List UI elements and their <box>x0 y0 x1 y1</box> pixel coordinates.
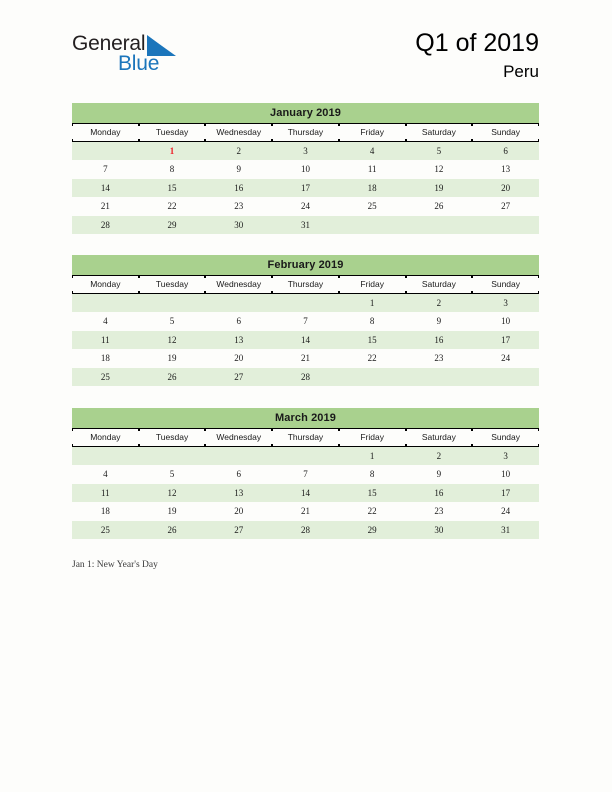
calendar-week-row <box>72 368 539 386</box>
weekday-header-monday: Monday <box>72 276 139 294</box>
day-cell-empty <box>205 447 272 466</box>
day-cell-empty <box>339 368 406 386</box>
day-cell[interactable]: 27 <box>205 368 272 386</box>
month-block-february <box>72 255 539 386</box>
calendar-week-row <box>72 312 539 330</box>
column-tick <box>472 291 473 294</box>
day-cell-empty <box>139 294 206 313</box>
day-cell[interactable]: 11 <box>72 484 139 502</box>
day-cell[interactable]: 15 <box>339 484 406 502</box>
column-tick <box>406 275 407 278</box>
day-cell[interactable]: 25 <box>72 368 139 386</box>
day-cell[interactable]: 9 <box>406 465 473 483</box>
day-cell[interactable]: 18 <box>72 502 139 520</box>
column-tick <box>139 428 140 431</box>
day-cell[interactable]: 13 <box>205 484 272 502</box>
day-cell[interactable]: 6 <box>472 142 539 161</box>
day-cell[interactable]: 3 <box>272 142 339 161</box>
calendar-table-march <box>72 408 539 539</box>
weekday-header-wednesday: Wednesday <box>205 276 272 294</box>
weekday-header-thursday: Thursday <box>272 124 339 142</box>
calendar-week-row <box>72 142 539 161</box>
day-cell[interactable]: 1 <box>139 142 206 161</box>
day-cell[interactable]: 30 <box>406 521 473 539</box>
month-block-march <box>72 408 539 539</box>
day-cell[interactable]: 4 <box>72 465 139 483</box>
column-tick <box>339 428 340 431</box>
day-cell[interactable]: 13 <box>205 331 272 349</box>
calendar-week-row <box>72 331 539 349</box>
column-tick <box>272 123 273 126</box>
calendar-week-row <box>72 447 539 466</box>
day-cell[interactable]: 12 <box>139 331 206 349</box>
day-cell[interactable]: 20 <box>205 502 272 520</box>
holiday-notes-list <box>72 558 539 572</box>
day-cell[interactable]: 16 <box>406 484 473 502</box>
weekday-header-monday: Monday <box>72 124 139 142</box>
day-cell-empty <box>339 216 406 234</box>
column-tick <box>538 428 539 431</box>
calendar-week-row <box>72 179 539 197</box>
column-tick <box>139 139 140 142</box>
column-tick <box>472 139 473 142</box>
day-cell-empty <box>72 447 139 466</box>
weekday-header-friday: Friday <box>339 429 406 447</box>
day-cell[interactable]: 17 <box>472 484 539 502</box>
day-cell[interactable]: 7 <box>72 160 139 178</box>
column-tick <box>406 123 407 126</box>
day-cell[interactable]: 5 <box>139 312 206 330</box>
column-tick <box>205 291 206 294</box>
day-cell[interactable]: 20 <box>472 179 539 197</box>
day-cell[interactable]: 18 <box>72 349 139 367</box>
calendar-week-row <box>72 216 539 234</box>
column-tick <box>272 139 273 142</box>
day-cell[interactable]: 7 <box>272 312 339 330</box>
day-cell[interactable]: 11 <box>72 331 139 349</box>
day-cell[interactable]: 22 <box>139 197 206 215</box>
column-tick <box>272 428 273 431</box>
calendar-table-january <box>72 103 539 234</box>
page-title: Q1 of 2019 <box>415 29 539 57</box>
column-tick <box>406 444 407 447</box>
weekday-header-friday: Friday <box>339 124 406 142</box>
column-tick <box>205 428 206 431</box>
column-tick <box>72 444 73 447</box>
day-cell-empty <box>72 294 139 313</box>
day-cell-empty <box>272 294 339 313</box>
day-cell[interactable]: 1 <box>339 294 406 313</box>
weekday-header-row <box>72 429 539 447</box>
column-tick <box>139 275 140 278</box>
day-cell[interactable]: 24 <box>472 349 539 367</box>
logo-text-general: General <box>72 32 146 55</box>
day-cell[interactable]: 14 <box>272 484 339 502</box>
day-cell[interactable]: 21 <box>272 502 339 520</box>
column-tick <box>205 275 206 278</box>
day-cell[interactable]: 5 <box>406 142 473 161</box>
day-cell[interactable]: 22 <box>339 349 406 367</box>
calendar-week-row <box>72 502 539 520</box>
weekday-header-tuesday: Tuesday <box>139 276 206 294</box>
column-tick <box>205 139 206 142</box>
month-title-january: January 2019 <box>72 103 539 124</box>
day-cell[interactable]: 16 <box>406 331 473 349</box>
calendar-week-row <box>72 465 539 483</box>
weekday-header-tuesday: Tuesday <box>139 124 206 142</box>
day-cell[interactable]: 2 <box>205 142 272 161</box>
day-cell[interactable]: 19 <box>139 502 206 520</box>
calendar-week-row <box>72 160 539 178</box>
page-subtitle: Peru <box>503 62 539 81</box>
calendar-week-row <box>72 349 539 367</box>
day-cell[interactable]: 25 <box>339 197 406 215</box>
weekday-header-sunday: Sunday <box>472 276 539 294</box>
day-cell[interactable]: 12 <box>139 484 206 502</box>
column-tick <box>472 444 473 447</box>
day-cell[interactable]: 17 <box>272 179 339 197</box>
column-tick <box>272 291 273 294</box>
day-cell[interactable]: 16 <box>205 179 272 197</box>
day-cell[interactable]: 24 <box>272 197 339 215</box>
day-cell[interactable]: 31 <box>272 216 339 234</box>
column-tick <box>272 275 273 278</box>
day-cell[interactable]: 8 <box>139 160 206 178</box>
column-tick <box>72 123 73 126</box>
title-block <box>415 28 539 84</box>
month-title-row <box>72 103 539 124</box>
day-cell[interactable]: 29 <box>339 521 406 539</box>
column-tick <box>339 275 340 278</box>
weekday-header-wednesday: Wednesday <box>205 429 272 447</box>
weekday-header-monday: Monday <box>72 429 139 447</box>
day-cell[interactable]: 6 <box>205 465 272 483</box>
calendar-week-row <box>72 484 539 502</box>
day-cell[interactable]: 12 <box>406 160 473 178</box>
calendar-table-february <box>72 255 539 386</box>
day-cell-empty <box>272 447 339 466</box>
weekday-header-thursday: Thursday <box>272 276 339 294</box>
day-cell[interactable]: 13 <box>472 160 539 178</box>
day-cell[interactable]: 14 <box>272 331 339 349</box>
weekday-header-tuesday: Tuesday <box>139 429 206 447</box>
day-cell[interactable]: 26 <box>406 197 473 215</box>
day-cell[interactable]: 3 <box>472 294 539 313</box>
column-tick <box>339 444 340 447</box>
day-cell[interactable]: 4 <box>72 312 139 330</box>
column-tick <box>406 428 407 431</box>
day-cell[interactable]: 7 <box>272 465 339 483</box>
day-cell[interactable]: 10 <box>272 160 339 178</box>
day-cell[interactable]: 22 <box>339 502 406 520</box>
day-cell[interactable]: 28 <box>272 521 339 539</box>
column-tick <box>339 291 340 294</box>
day-cell[interactable]: 30 <box>205 216 272 234</box>
column-tick <box>538 123 539 126</box>
day-cell[interactable]: 19 <box>139 349 206 367</box>
weekday-header-saturday: Saturday <box>406 124 473 142</box>
day-cell[interactable]: 10 <box>472 312 539 330</box>
day-cell[interactable]: 15 <box>339 331 406 349</box>
day-cell[interactable]: 17 <box>472 331 539 349</box>
page-header <box>0 0 612 96</box>
weekday-header-friday: Friday <box>339 276 406 294</box>
day-cell-empty <box>472 216 539 234</box>
weekday-header-wednesday: Wednesday <box>205 124 272 142</box>
calendar-week-row <box>72 521 539 539</box>
month-title-row <box>72 255 539 276</box>
calendar-week-row <box>72 197 539 215</box>
column-tick <box>406 291 407 294</box>
day-cell[interactable]: 2 <box>406 447 473 466</box>
column-tick <box>472 428 473 431</box>
column-tick <box>339 139 340 142</box>
day-cell-empty <box>406 216 473 234</box>
weekday-header-saturday: Saturday <box>406 429 473 447</box>
day-cell[interactable]: 8 <box>339 465 406 483</box>
day-cell[interactable]: 23 <box>406 349 473 367</box>
column-tick <box>406 139 407 142</box>
day-cell[interactable]: 10 <box>472 465 539 483</box>
column-tick <box>72 275 73 278</box>
day-cell[interactable]: 9 <box>205 160 272 178</box>
month-title-february: February 2019 <box>72 255 539 276</box>
column-tick <box>72 291 73 294</box>
day-cell[interactable]: 15 <box>139 179 206 197</box>
column-tick <box>205 123 206 126</box>
brand-logo[interactable] <box>72 32 272 82</box>
day-cell-empty <box>139 447 206 466</box>
day-cell[interactable]: 9 <box>406 312 473 330</box>
day-cell-empty <box>472 368 539 386</box>
column-tick <box>472 275 473 278</box>
day-cell[interactable]: 26 <box>139 368 206 386</box>
day-cell[interactable]: 1 <box>339 447 406 466</box>
column-tick <box>72 428 73 431</box>
weekday-header-saturday: Saturday <box>406 276 473 294</box>
day-cell[interactable]: 26 <box>139 521 206 539</box>
weekday-header-sunday: Sunday <box>472 429 539 447</box>
column-tick <box>139 291 140 294</box>
month-block-january <box>72 103 539 234</box>
day-cell-empty <box>406 368 473 386</box>
month-title-row <box>72 408 539 429</box>
column-tick <box>472 123 473 126</box>
day-cell[interactable]: 11 <box>339 160 406 178</box>
day-cell[interactable]: 27 <box>205 521 272 539</box>
day-cell[interactable]: 29 <box>139 216 206 234</box>
day-cell[interactable]: 23 <box>406 502 473 520</box>
calendar-week-row <box>72 294 539 313</box>
column-tick <box>139 123 140 126</box>
day-cell[interactable]: 19 <box>406 179 473 197</box>
column-tick <box>538 275 539 278</box>
weekday-header-sunday: Sunday <box>472 124 539 142</box>
day-cell-empty <box>205 294 272 313</box>
day-cell[interactable]: 3 <box>472 447 539 466</box>
column-tick <box>339 123 340 126</box>
day-cell[interactable]: 23 <box>205 197 272 215</box>
day-cell[interactable]: 25 <box>72 521 139 539</box>
month-title-march: March 2019 <box>72 408 539 429</box>
day-cell[interactable]: 14 <box>72 179 139 197</box>
day-cell-empty <box>72 142 139 161</box>
column-tick <box>72 139 73 142</box>
day-cell[interactable]: 20 <box>205 349 272 367</box>
weekday-header-row <box>72 124 539 142</box>
day-cell[interactable]: 28 <box>72 216 139 234</box>
column-tick <box>538 444 539 447</box>
day-cell[interactable]: 4 <box>339 142 406 161</box>
holiday-note: Jan 1: New Year's Day <box>72 560 158 570</box>
day-cell[interactable]: 8 <box>339 312 406 330</box>
day-cell[interactable]: 24 <box>472 502 539 520</box>
day-cell[interactable]: 21 <box>72 197 139 215</box>
day-cell[interactable]: 18 <box>339 179 406 197</box>
column-tick <box>538 291 539 294</box>
day-cell[interactable]: 27 <box>472 197 539 215</box>
day-cell[interactable]: 2 <box>406 294 473 313</box>
day-cell[interactable]: 21 <box>272 349 339 367</box>
day-cell[interactable]: 6 <box>205 312 272 330</box>
column-tick <box>272 444 273 447</box>
day-cell[interactable]: 28 <box>272 368 339 386</box>
column-tick <box>538 139 539 142</box>
day-cell[interactable]: 31 <box>472 521 539 539</box>
day-cell[interactable]: 5 <box>139 465 206 483</box>
column-tick <box>139 444 140 447</box>
column-tick <box>205 444 206 447</box>
weekday-header-thursday: Thursday <box>272 429 339 447</box>
weekday-header-row <box>72 276 539 294</box>
logo-text-blue: Blue <box>118 52 160 75</box>
